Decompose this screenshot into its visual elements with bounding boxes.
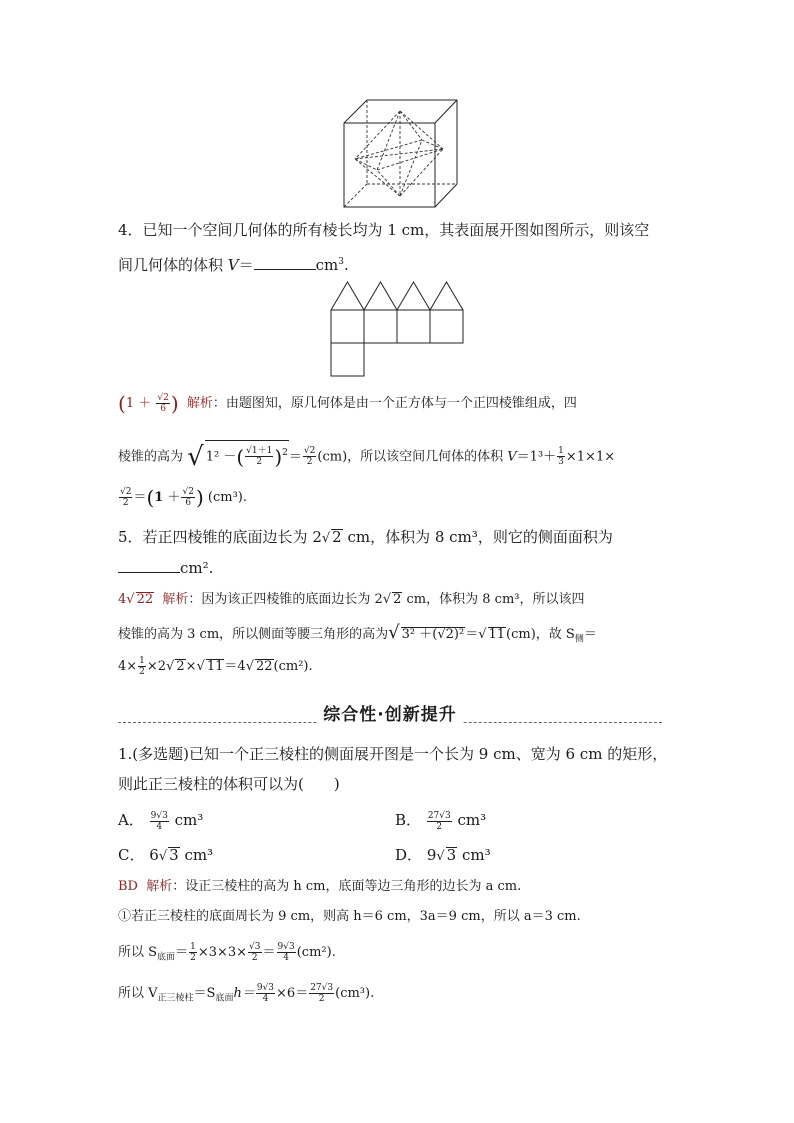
sol5-times: ×: [185, 659, 197, 674]
sqrt-2: 2: [332, 528, 342, 546]
sqrt-11: 11: [488, 627, 506, 642]
half-frac: [138, 656, 146, 677]
option-c-coef: 6: [149, 846, 159, 864]
frac-den: 2: [436, 821, 443, 832]
frac-num: 1: [190, 942, 196, 952]
frac-den: 2: [122, 498, 129, 508]
option-d-coef: 9: [426, 846, 437, 864]
sol5-radicand: [401, 627, 466, 642]
sol1-end-4: (cm³).: [335, 986, 375, 1001]
frac-num: √2: [120, 487, 132, 497]
option-b-label: B．: [395, 811, 422, 829]
result-frac: [277, 942, 296, 963]
question-4-line-1: [118, 220, 649, 240]
frac-den: 2: [306, 457, 313, 468]
sqrt-sign: √: [245, 659, 254, 674]
half-frac: [189, 942, 197, 963]
answer-paren-left: (: [118, 391, 126, 416]
option-b-unit: cm³: [457, 811, 487, 829]
sol1-text-2: ①若正三棱柱的底面周长为 9 cm，则高 h＝6 cm，3a＝9 cm，所以 a＝3 cm.: [118, 909, 581, 924]
option-a-label: A．: [118, 811, 144, 829]
sqrt-sign: √: [478, 627, 487, 642]
frac-num: √2: [303, 446, 316, 457]
sqrt-sign: √: [382, 592, 392, 607]
sqrt-sign: √: [166, 659, 175, 674]
q4-unit-exp: 3: [338, 257, 344, 267]
sol4-end: (cm³).: [207, 490, 248, 505]
frac-den: 2: [251, 953, 258, 963]
solution-1-line-3: 所以 $S_{底面}=$ $\frac{1}{2}$ ×3×3× $\frac{√3}{2}$ ＝ $\frac{9√3}{4}$ (cm²).: [118, 942, 336, 963]
big-sqrt-sign: √: [187, 441, 204, 472]
option-d-unit: cm³: [461, 846, 491, 864]
sol5-text-2: 棱锥的高为 3 cm，所以侧面等腰三角形的高为: [118, 627, 389, 642]
frac-den: 2: [318, 994, 325, 1004]
sqrt-22: 22: [255, 659, 273, 674]
radicand-text: 1² －: [205, 449, 237, 465]
solution-4-line-1: [118, 393, 577, 414]
option-c[interactable]: [118, 845, 213, 867]
sol5-text-3c: ＝4: [224, 659, 246, 674]
square-exp: 2: [282, 448, 288, 458]
sol1-text-1: ：设正三棱柱的高为 h cm，底面等边三角形的边长为 a cm.: [172, 879, 522, 894]
sub-prism: 正三棱柱: [157, 993, 194, 1004]
frac-den: 6: [185, 498, 192, 508]
sqrt-3: 3: [446, 846, 457, 864]
frac-num: √2: [157, 393, 169, 403]
sol4-text-2d: ×1×1×: [565, 449, 616, 465]
sol4-eq: ＝: [133, 490, 147, 505]
radicand-text: 3² ＋: [401, 627, 433, 642]
sol5-answer: 4: [118, 592, 127, 607]
q4-unit: cm: [315, 256, 339, 274]
frac-num: 9√3: [277, 942, 295, 952]
sol1-h: h＝: [233, 986, 255, 1001]
sqrt-sign: √: [388, 622, 400, 643]
option-a-unit: cm³: [174, 811, 204, 829]
paren-sqrt2-sq: (√2)²: [432, 627, 465, 642]
cube-octahedron-figure: [338, 94, 463, 214]
sol1-end-3: (cm²).: [296, 945, 336, 960]
sol4-label: 解析: [186, 396, 213, 411]
question-1-line-2: [118, 774, 340, 794]
option-a-frac: [150, 811, 169, 832]
section-title: 综合性·创新提升: [317, 700, 462, 725]
q4-answer-blank: [254, 255, 316, 270]
option-c-unit: cm³: [184, 846, 214, 864]
frac-num: 27√3: [427, 810, 451, 821]
sol1-text-3b: ×3×3×: [197, 945, 248, 960]
frac-den: 2: [256, 457, 263, 468]
option-b-frac: [427, 811, 452, 832]
sol1-text-4b: ×6＝: [276, 986, 309, 1001]
frac-den: 4: [262, 994, 269, 1004]
question-5-line-1: [118, 527, 613, 549]
solution-1-line-4: [118, 983, 374, 1009]
radicand-frac: [245, 446, 273, 467]
sub-base: 底面: [157, 952, 176, 963]
paren-l: (: [236, 444, 245, 469]
option-d-label: D．: [395, 846, 423, 864]
sol5-eq: ＝: [583, 627, 597, 642]
solution-4-line-2: 棱锥的高为 √ 1² －( $\frac{√1+1}{2}$ )$^2$＝ $\frac{√2}{2}$ (cm)，所以该空间几何体的体积 V＝1³＋ $\frac{1}{3}$ ×1×1×: [118, 441, 616, 472]
sqrt2-over-6: [181, 487, 194, 508]
q5-answer-blank: [118, 558, 180, 573]
var-v: V: [507, 449, 517, 465]
sqrt-sign: √: [158, 849, 168, 864]
sol1-text-4: 所以 V: [118, 986, 158, 1001]
option-b[interactable]: [395, 810, 486, 832]
solution-1-line-2: [118, 907, 581, 927]
q1-text-1: 1.(多选题)已知一个正三棱柱的侧面展开图是一个长为 9 cm、宽为 6 cm 的矩形，: [118, 745, 668, 763]
sol1-answer: BD: [118, 879, 138, 894]
frac-num: 27√3: [310, 983, 334, 993]
sol5-text-3: 4×: [118, 659, 138, 674]
q4-text-2: 间几何体的体积: [118, 256, 228, 274]
q5-text-2: cm².: [180, 559, 214, 577]
sqrt3-over-2: [248, 942, 261, 963]
sqrt-sign: √: [196, 659, 205, 674]
sol4-text-2c: ＝1³＋: [516, 449, 557, 465]
solution-4-line-3: $\frac{√2}{2}$ ＝(1 ＋ $\frac{√2}{6}$ ) (cm³).: [120, 485, 248, 510]
q4-end: .: [344, 256, 349, 274]
question-5-line-2: [118, 558, 213, 578]
surface-net-figure: [328, 280, 466, 378]
sqrt-11: 11: [206, 659, 224, 674]
answer-paren-right: ): [170, 391, 179, 416]
sub-side: 侧: [574, 634, 584, 645]
solution-1-line-1: [118, 877, 521, 897]
sqrt-2: 2: [393, 592, 402, 607]
option-a[interactable]: [118, 810, 203, 832]
sol4-radicand: [205, 440, 289, 469]
sol5-text-2b: (cm)，故 S: [506, 627, 575, 642]
frac-num: √2: [182, 487, 194, 497]
sol4-answer-frac: [156, 393, 169, 414]
sqrt-2: 2: [176, 659, 185, 674]
sol4-text-2: 棱锥的高为: [118, 449, 184, 465]
q4-equals: ＝: [238, 256, 254, 274]
solution-5-line-2: 棱锥的高为 3 cm，所以侧面等腰三角形的高为√ 3² ＋(√2)²＝√ 11(cm)，故 $S_侧=$: [118, 622, 597, 645]
one: 1: [154, 490, 164, 505]
sqrt-sign: √: [436, 849, 445, 864]
frac-num: 9√3: [150, 810, 168, 821]
sqrt2-over-2: [119, 487, 132, 508]
question-1-line-1: [118, 744, 667, 764]
option-d[interactable]: [395, 845, 491, 867]
frac-den: 4: [156, 821, 163, 832]
sol4-text-1: ：由题图知，原几何体是由一个正方体与一个正四棱锥组成，四: [212, 396, 577, 411]
q1-text-2: 则此正三棱柱的体积可以为( ): [118, 775, 340, 793]
sol5-end: (cm²).: [273, 659, 313, 674]
sqrt-sign: √: [321, 531, 331, 546]
sol4-answer: 1 ＋: [125, 396, 152, 411]
sol5-text-1: ：因为该正四棱锥的底面边长为 2: [188, 592, 383, 607]
frac-den: 3: [558, 457, 564, 468]
q4-text: 4．已知一个空间几何体的所有棱长均为 1 cm，其表面展开图如图所示，则该空: [118, 221, 650, 239]
section-header: [118, 700, 662, 726]
frac-den: 6: [160, 404, 166, 414]
sol5-sqrt-22: 22: [136, 592, 154, 607]
solution-5-line-1: [118, 590, 585, 610]
result-frac: [309, 983, 334, 1004]
sol1-eq-s: ＝S: [193, 986, 216, 1001]
solution-5-line-3: [118, 656, 313, 677]
q4-var-v: V: [227, 256, 239, 274]
sqrt-sign: √: [126, 592, 135, 607]
frac-den: 4: [283, 953, 289, 963]
sub-base: 底面: [215, 993, 234, 1004]
sqrt-3: 3: [169, 846, 179, 864]
question-4-line-2: [118, 252, 349, 275]
sol1-label: 解析: [146, 879, 173, 894]
frac-num: √3: [249, 942, 261, 952]
result-frac: [303, 446, 316, 467]
paren-r: ): [274, 444, 283, 469]
third-frac: [557, 446, 565, 467]
frac-num: 9√3: [256, 983, 275, 993]
sol5-text-3b: ×2: [146, 659, 167, 674]
frac-den: 2: [139, 667, 145, 677]
q5-text-1b: cm，体积为 8 cm³，则它的侧面面积为: [342, 528, 613, 546]
sol1-text-3: 所以 S: [118, 945, 158, 960]
frac-num: 1: [558, 446, 564, 457]
frac-num: 1: [139, 656, 145, 666]
sqrt-3: 3: [254, 942, 261, 952]
q5-text-1: 5．若正四棱锥的底面边长为 2: [118, 528, 322, 546]
paren-r: ): [195, 485, 204, 510]
sol1-eq: ＝: [175, 945, 189, 960]
nine-sqrt3-over-4: [256, 983, 275, 1004]
frac-num: √1＋1: [246, 446, 273, 457]
sol4-text-2b: (cm)，所以该空间几何体的体积: [317, 449, 508, 465]
sol5-text-1b: cm，体积为 8 cm³，所以该四: [402, 592, 585, 607]
sol5-label: 解析: [162, 592, 189, 607]
frac-den: 2: [190, 953, 196, 963]
paren-l: (: [146, 485, 155, 510]
option-c-label: C．: [118, 846, 145, 864]
